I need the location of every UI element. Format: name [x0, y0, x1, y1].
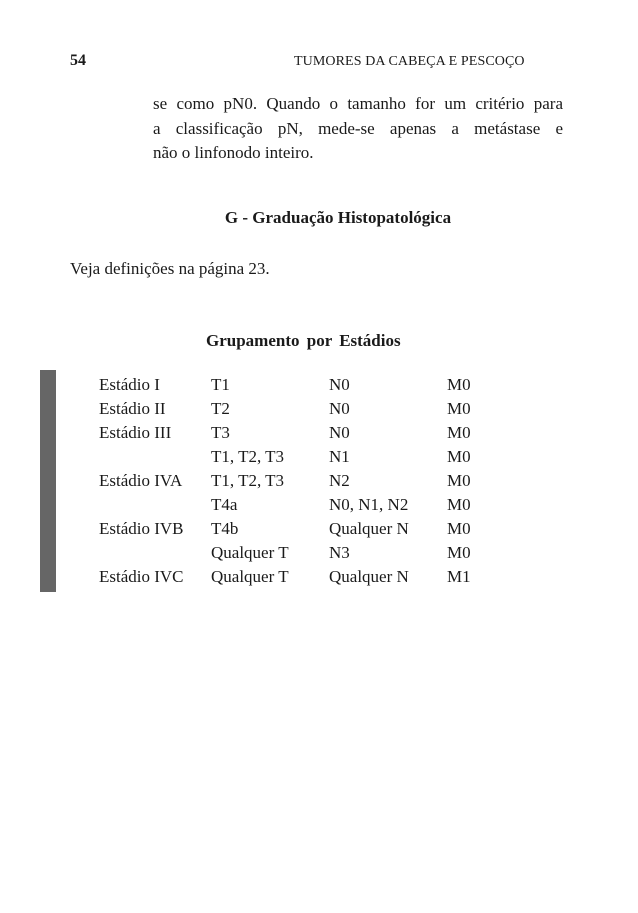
t-category-cell: T1: [211, 375, 230, 394]
stage-cell: Estádio III: [99, 423, 172, 442]
n-category-cell: Qualquer N: [329, 519, 409, 538]
n-category-cell: Qualquer N: [329, 567, 409, 586]
n-category-cell: N0: [329, 423, 350, 442]
table-row: [99, 421, 487, 445]
running-head: TUMORES DA CABEÇA E PESCOÇO: [294, 54, 525, 69]
n-category-cell: N3: [329, 543, 350, 562]
table-row: [99, 445, 487, 469]
stage-cell: [99, 541, 211, 565]
m-category-cell: M0: [447, 447, 471, 466]
m-category-cell: M0: [447, 423, 471, 442]
n-category-cell: N0: [329, 375, 350, 394]
m-category-cell: M0: [447, 399, 471, 418]
t-category-cell: Qualquer T: [211, 567, 289, 586]
stage-cell: Estádio IVC: [99, 567, 184, 586]
section-heading-grading: G - Graduação Histopatológica: [224, 208, 452, 227]
intro-line: se como pN0. Quando o tamanho for um critério para: [153, 94, 563, 113]
stage-cell: [99, 493, 211, 517]
t-category-cell: T1, T2, T3: [211, 447, 285, 466]
stage-cell: Estádio II: [99, 399, 166, 418]
stage-cell: Estádio IVB: [99, 519, 184, 538]
m-category-cell: M0: [447, 471, 471, 490]
m-category-cell: M0: [447, 375, 471, 394]
m-category-cell: M0: [447, 495, 471, 514]
m-category-cell: M0: [447, 519, 471, 538]
margin-marker-bar: [40, 370, 56, 592]
table-row: [99, 541, 487, 565]
t-category-cell: Qualquer T: [211, 543, 289, 562]
page-number: 54: [70, 52, 86, 69]
m-category-cell: M1: [447, 567, 471, 586]
stage-cell: Estádio I: [99, 375, 160, 394]
staging-table: [99, 373, 487, 589]
t-category-cell: T3: [211, 423, 230, 442]
t-category-cell: T4a: [211, 495, 238, 514]
table-row: [99, 493, 487, 517]
table-row: [99, 469, 487, 493]
t-category-cell: T2: [211, 399, 230, 418]
staging-table-heading: Grupamento por Estádios: [206, 331, 401, 350]
table-row: [99, 565, 487, 589]
n-category-cell: N1: [329, 447, 350, 466]
intro-line: a classificação pN, mede-se apenas a metástase e: [153, 118, 563, 138]
n-category-cell: N2: [329, 471, 350, 490]
m-category-cell: M0: [447, 543, 471, 562]
stage-cell: [99, 445, 211, 469]
t-category-cell: T4b: [211, 519, 239, 538]
table-row: [99, 373, 487, 397]
t-category-cell: T1, T2, T3: [211, 471, 285, 490]
intro-line: não o linfonodo inteiro.: [153, 143, 314, 162]
n-category-cell: N0: [329, 399, 350, 418]
intro-paragraph: [153, 92, 563, 166]
grading-reference-text: Veja definições na página 23.: [70, 259, 270, 278]
n-category-cell: N0, N1, N2: [329, 495, 409, 514]
table-row: [99, 397, 487, 421]
table-row: [99, 517, 487, 541]
stage-cell: Estádio IVA: [99, 471, 183, 490]
